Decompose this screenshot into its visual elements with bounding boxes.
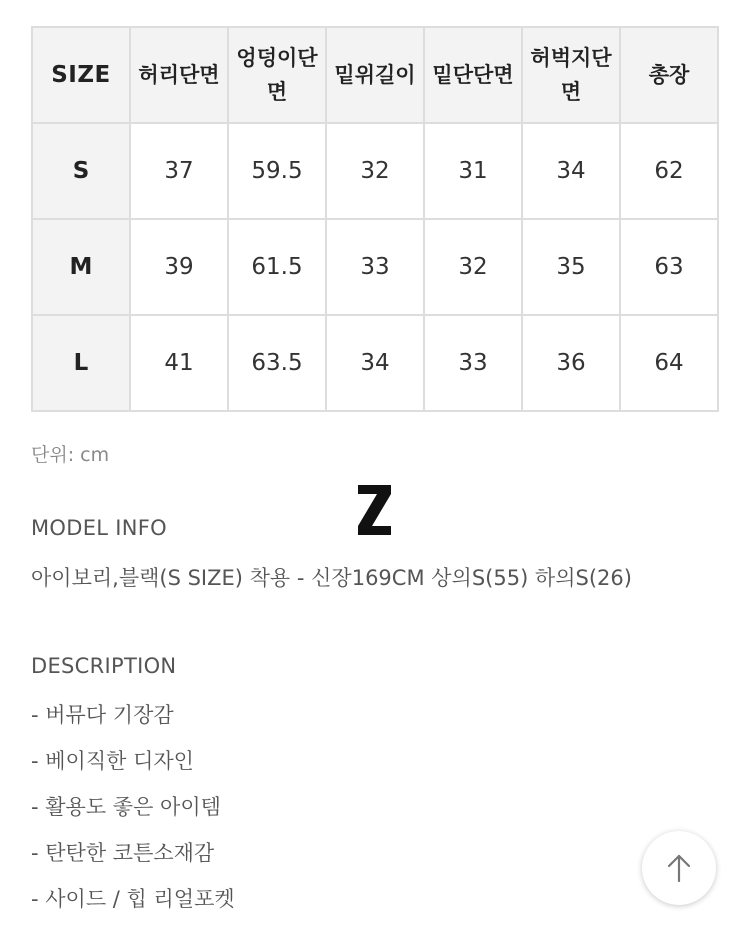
- list-item: - 사이드 / 힙 리얼포켓: [31, 887, 235, 911]
- header-size-text: SIZE: [51, 62, 111, 88]
- table-cell: 31: [424, 123, 522, 219]
- header-waist-text: 허리단면: [138, 63, 220, 87]
- row-size-label: L: [32, 315, 130, 411]
- header-hip-text-line2: 면: [266, 80, 288, 104]
- list-item: - 베이직한 디자인: [31, 749, 194, 773]
- table-cell: 64: [620, 315, 718, 411]
- header-waist: [130, 27, 228, 123]
- header-length: [620, 27, 718, 123]
- model-info-text: 아이보리,블랙(S SIZE) 착용 - 신장169CM 상의S(55) 하의S(26): [31, 566, 632, 590]
- table-cell: 37: [130, 123, 228, 219]
- table-cell: 33: [326, 219, 424, 315]
- arrow-up-icon: [665, 852, 693, 884]
- table-cell: 39: [130, 219, 228, 315]
- description-list: [31, 700, 235, 930]
- table-cell: 34: [326, 315, 424, 411]
- list-item: - 탄탄한 코튼소재감: [31, 841, 215, 865]
- header-size: [32, 27, 130, 123]
- header-rise: [326, 27, 424, 123]
- header-hip-text-line1: 엉덩이단: [236, 46, 318, 70]
- table-cell: 41: [130, 315, 228, 411]
- table-cell: 61.5: [228, 219, 326, 315]
- table-cell: 32: [326, 123, 424, 219]
- list-item: - 버뮤다 기장감: [31, 703, 174, 727]
- table-cell: 34: [522, 123, 620, 219]
- table-row: [32, 315, 718, 411]
- header-thigh: [522, 27, 620, 123]
- header-length-text: 총장: [648, 63, 690, 87]
- table-row: [32, 123, 718, 219]
- table-cell: 36: [522, 315, 620, 411]
- list-item: - 활용도 좋은 아이템: [31, 795, 221, 819]
- header-rise-text: 밑위길이: [334, 63, 416, 87]
- header-thigh-text-line2: 면: [560, 80, 582, 104]
- scroll-to-top-button[interactable]: [642, 831, 716, 905]
- table-cell: 63.5: [228, 315, 326, 411]
- model-info-title: MODEL INFO: [31, 516, 167, 540]
- brand-logo-z-glyph: [355, 480, 395, 540]
- table-cell: 35: [522, 219, 620, 315]
- brand-logo: [355, 480, 395, 540]
- row-size-label: S: [32, 123, 130, 219]
- header-thigh-text-line1: 허벅지단: [530, 46, 612, 70]
- table-cell: 32: [424, 219, 522, 315]
- header-hip: [228, 27, 326, 123]
- size-table-header-row: [32, 27, 718, 123]
- table-cell: 63: [620, 219, 718, 315]
- header-hem-text: 밑단단면: [432, 63, 514, 87]
- size-table: [31, 26, 719, 412]
- table-cell: 33: [424, 315, 522, 411]
- table-cell: 59.5: [228, 123, 326, 219]
- row-size-label: M: [32, 219, 130, 315]
- unit-note: 단위: cm: [31, 444, 110, 466]
- table-row: [32, 219, 718, 315]
- header-hem: [424, 27, 522, 123]
- table-cell: 62: [620, 123, 718, 219]
- description-title: DESCRIPTION: [31, 654, 177, 678]
